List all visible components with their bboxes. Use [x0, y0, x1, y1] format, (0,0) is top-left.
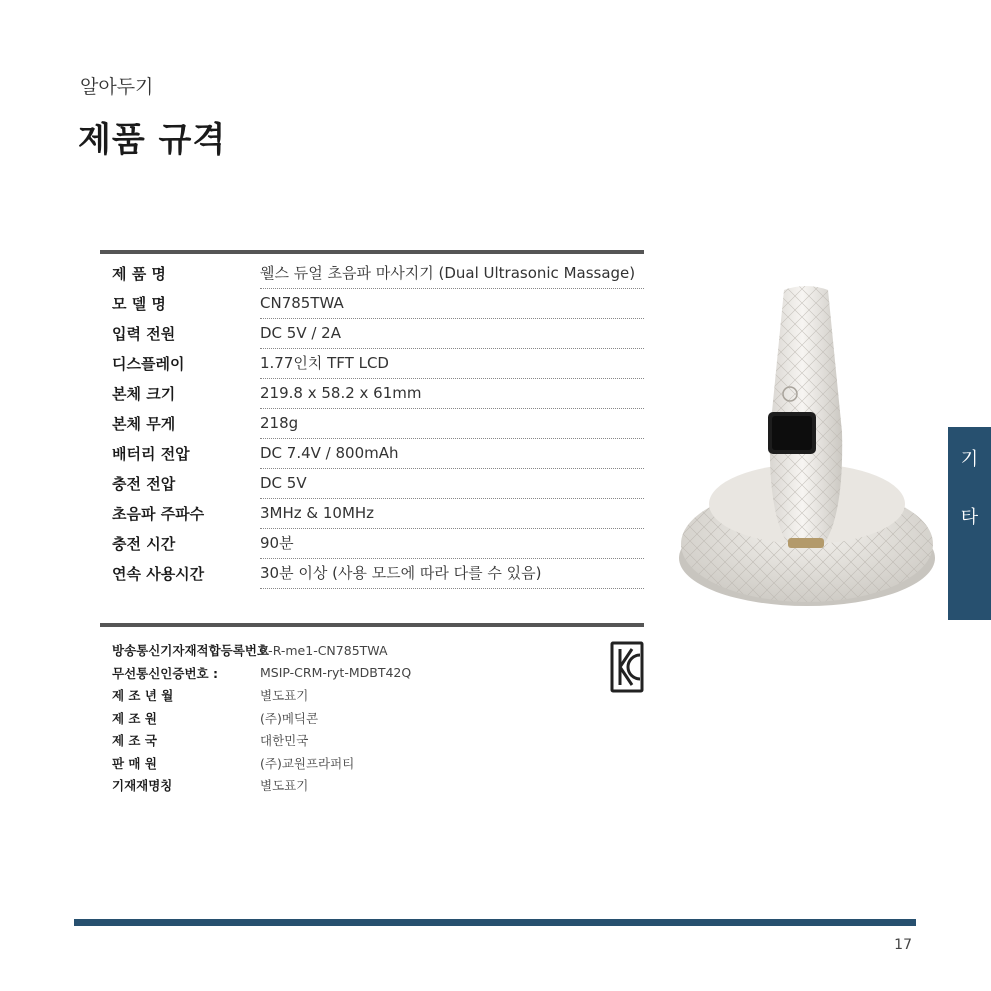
spec-value: DC 7.4V / 800mAh: [260, 438, 644, 469]
spec-label: 배터리 전압: [112, 444, 190, 463]
spec-value: 219.8 x 58.2 x 61mm: [260, 378, 644, 409]
registration-label: 제 조 원: [112, 710, 157, 726]
spec-label: 본체 크기: [112, 384, 176, 403]
registration-label: 제 조 년 월: [112, 688, 174, 704]
registration-value: (주)교원프라퍼티: [260, 755, 355, 771]
spec-table-bottom-rule: [100, 623, 644, 627]
spec-value: 웰스 듀얼 초음파 마사지기 (Dual Ultrasonic Massage): [260, 258, 644, 289]
registration-row: [100, 662, 500, 685]
spec-row: [100, 318, 644, 348]
registration-label: 무선통신인증번호 :: [112, 665, 218, 681]
registration-value: R-R-me1-CN785TWA: [260, 642, 388, 658]
spec-table: [100, 250, 644, 588]
registration-row: [100, 774, 500, 797]
spec-label: 충전 전압: [112, 474, 176, 493]
spec-value: 3MHz & 10MHz: [260, 498, 644, 529]
spec-label: 디스플레이: [112, 354, 185, 373]
spec-value: DC 5V: [260, 468, 644, 499]
registration-row: [100, 729, 500, 752]
spec-value: DC 5V / 2A: [260, 318, 644, 349]
spec-label: 본체 무게: [112, 414, 176, 433]
spec-label: 연속 사용시간: [112, 564, 205, 583]
registration-row: [100, 684, 500, 707]
registration-row: [100, 707, 500, 730]
kc-certification-icon: [610, 641, 644, 693]
spec-row: [100, 468, 644, 498]
spec-label: 제 품 명: [112, 264, 166, 283]
spec-label: 모 델 명: [112, 294, 166, 313]
spec-value: 90분: [260, 528, 644, 559]
spec-label: 입력 전원: [112, 324, 176, 343]
spec-row: [100, 348, 644, 378]
side-tab-char: 기: [960, 449, 979, 470]
registration-value: 대한민국: [260, 733, 309, 749]
page-subtitle: 알아두기: [80, 76, 154, 98]
spec-value: 218g: [260, 408, 644, 439]
spec-row: [100, 558, 644, 588]
side-tab-char: 타: [960, 507, 979, 528]
spec-row: [100, 408, 644, 438]
spec-value: 30분 이상 (사용 모드에 따라 다를 수 있음): [260, 558, 644, 589]
spec-row: [100, 528, 644, 558]
registration-label: 제 조 국: [112, 733, 157, 749]
registration-value: (주)메딕콘: [260, 710, 319, 726]
spec-value: 1.77인치 TFT LCD: [260, 348, 644, 379]
registration-value: MSIP-CRM-ryt-MDBT42Q: [260, 665, 412, 681]
section-side-tab: [948, 427, 991, 620]
footer-bar: [74, 919, 916, 926]
spec-label: 충전 시간: [112, 534, 176, 553]
registration-table: [100, 639, 500, 797]
registration-row: [100, 752, 500, 775]
registration-value: 별도표기: [260, 778, 309, 794]
spec-label: 초음파 주파수: [112, 504, 205, 523]
spec-row: [100, 288, 644, 318]
page-number: 17: [894, 937, 912, 953]
spec-row: [100, 258, 644, 288]
registration-value: 별도표기: [260, 688, 309, 704]
registration-label: 기재재명칭: [112, 778, 173, 794]
product-device-image: [676, 282, 938, 622]
spec-row: [100, 438, 644, 468]
registration-label: 방송통신기자재적합등록번호: [112, 643, 269, 659]
registration-label: 판 매 원: [112, 755, 157, 771]
spec-value: CN785TWA: [260, 288, 644, 319]
spec-row: [100, 378, 644, 408]
spec-row: [100, 498, 644, 528]
page-title: 제품 규격: [78, 120, 227, 160]
registration-row: [100, 639, 500, 662]
